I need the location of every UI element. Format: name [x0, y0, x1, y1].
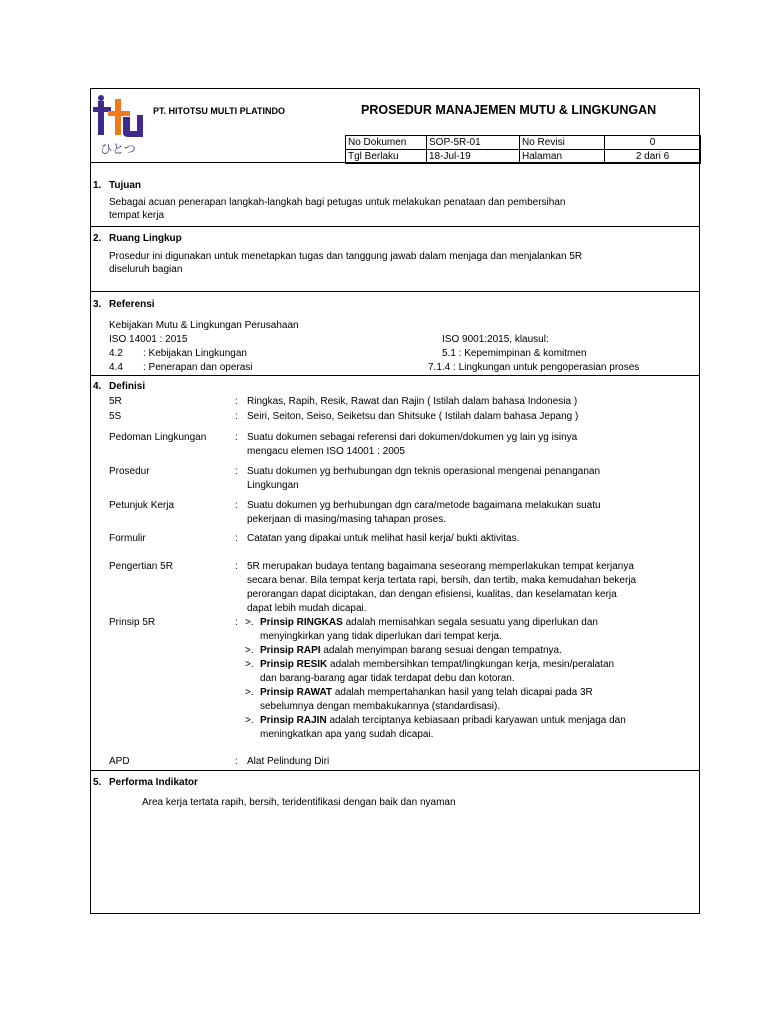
- principle-item: [260, 715, 626, 727]
- definition-text: Catatan yang dipakai untuk melihat hasil kerja/ bukti aktivitas.: [247, 533, 520, 544]
- definition-text: 5R merupakan budaya tentang bagaimana seseorang memperlakukan tempat kerjanya: [247, 561, 634, 572]
- reference-clause-text: : Kebijakan Lingkungan: [143, 348, 247, 359]
- definition-colon: :: [235, 617, 238, 628]
- definition-text: Lingkungan: [247, 480, 299, 491]
- document-meta-table: [345, 135, 701, 164]
- principle-item: [260, 645, 562, 657]
- section-2-text: Prosedur ini digunakan untuk menetapkan tugas dan tanggung jawab dalam menjaga dan menjalankan 5R: [109, 251, 583, 262]
- section-4-number: 4.: [93, 381, 102, 392]
- principle-name: Prinsip RAJIN: [260, 715, 327, 726]
- principle-name: Prinsip RINGKAS: [260, 617, 343, 628]
- definition-text: Suatu dokumen sebagai referensi dari dokumen/dokumen yg lain yg isinya: [247, 432, 578, 443]
- reference-clause-number: 4.2: [109, 348, 123, 359]
- divider: [91, 375, 699, 376]
- document-page: [90, 88, 700, 914]
- section-2-text: diseluruh bagian: [109, 264, 183, 275]
- definition-term: Petunjuk Kerja: [109, 500, 175, 511]
- definition-text: secara benar. Bila tempat kerja tertata rapi, bersih, dan tertib, maka kemudahan bekerja: [247, 575, 637, 586]
- divider: [91, 291, 699, 292]
- section-2-title: Ruang Lingkup: [109, 233, 182, 244]
- reference-text: Kebijakan Mutu & Lingkungan Perusahaan: [109, 320, 299, 331]
- no-dokumen-value: SOP-5R-01: [427, 136, 520, 150]
- definition-colon: :: [235, 396, 238, 407]
- definition-colon: :: [235, 432, 238, 443]
- definition-colon: :: [235, 466, 238, 477]
- section-5-text: Area kerja tertata rapih, bersih, teridentifikasi dengan baik dan nyaman: [142, 797, 456, 808]
- divider: [91, 770, 699, 771]
- section-2-number: 2.: [93, 233, 102, 244]
- principle-name: Prinsip RESIK: [260, 659, 328, 670]
- definition-text: pekerjaan di masing/masing tahapan proses.: [247, 514, 447, 525]
- definition-text: mengacu elemen ISO 14001 : 2005: [247, 446, 405, 457]
- reference-text: ISO 14001 : 2015: [109, 334, 188, 345]
- definition-colon: :: [235, 561, 238, 572]
- principle-text: dan barang-barang agar tidak terdapat debu dan kotoran.: [260, 673, 515, 684]
- section-5-title: Performa Indikator: [109, 777, 198, 788]
- principle-text: menyingkirkan yang tidak diperlukan dari tempat kerja.: [260, 631, 502, 642]
- section-1-text: tempat kerja: [109, 210, 165, 221]
- definition-term: 5R: [109, 396, 122, 407]
- definition-text: Seiri, Seiton, Seiso, Seiketsu dan Shitsuke ( Istilah dalam bahasa Jepang ): [247, 411, 579, 422]
- tgl-berlaku-value: 18-Jul-19: [427, 150, 520, 164]
- definition-colon: :: [235, 500, 238, 511]
- no-dokumen-label: No Dokumen: [346, 136, 427, 150]
- definition-term: Pedoman Lingkungan: [109, 432, 207, 443]
- definition-text: Suatu dokumen yg berhubungan dgn teknis operasional mengenai penanganan: [247, 466, 601, 477]
- section-1-number: 1.: [93, 180, 102, 191]
- svg-text:ひとつ: ひとつ: [100, 142, 136, 156]
- definition-term: Pengertian 5R: [109, 561, 173, 572]
- definition-term: Formulir: [109, 533, 146, 544]
- section-5-number: 5.: [93, 777, 102, 788]
- divider: [91, 226, 699, 227]
- halaman-value: 2 dari 6: [605, 150, 701, 164]
- reference-clause-number: 4.4: [109, 362, 123, 373]
- divider: [91, 162, 699, 163]
- definition-term: APD: [109, 756, 130, 767]
- reference-clause-text: 7.1.4 : Lingkungan untuk pengoperasian proses: [428, 362, 640, 373]
- reference-text: ISO 9001:2015, klausul:: [442, 334, 549, 345]
- principle-text: sebelumnya dengan membakukannya (standardisasi).: [260, 701, 501, 712]
- definition-text: Ringkas, Rapih, Resik, Rawat dan Rajin ( Istilah dalam bahasa Indonesia ): [247, 396, 578, 407]
- bullet-marker: >.: [245, 659, 254, 670]
- reference-clause-text: 5.1 : Kepemimpinan & komitmen: [442, 348, 587, 359]
- principle-item: [260, 659, 614, 671]
- principle-text: meningkatkan apa yang sudah dicapai.: [260, 729, 434, 740]
- section-1-title: Tujuan: [109, 180, 142, 191]
- definition-term: Prosedur: [109, 466, 150, 477]
- document-title: PROSEDUR MANAJEMEN MUTU & LINGKUNGAN: [361, 103, 657, 117]
- principle-text: adalah membersihkan tempat/lingkungan kerja, mesin/peralatan: [327, 659, 615, 670]
- principle-item: [260, 687, 593, 699]
- principle-item: [260, 617, 598, 629]
- principle-text: adalah terciptanya kebiasaan pribadi karyawan untuk menjaga dan: [326, 715, 626, 726]
- halaman-label: Halaman: [520, 150, 605, 164]
- bullet-marker: >.: [245, 687, 254, 698]
- tgl-berlaku-label: Tgl Berlaku: [346, 150, 427, 164]
- definition-text: dapat lebih mudah dicapai.: [247, 603, 367, 614]
- definition-term: 5S: [109, 411, 122, 422]
- principle-text: adalah menyimpan barang sesuai dengan tempatnya.: [320, 645, 562, 656]
- principle-text: adalah mempertahankan hasil yang telah dicapai pada 3R: [332, 687, 593, 698]
- definition-colon: :: [235, 756, 238, 767]
- principle-text: adalah memisahkan segala sesuatu yang diperlukan dan: [342, 617, 598, 628]
- definition-term: Prinsip 5R: [109, 617, 156, 628]
- no-revisi-value: 0: [605, 136, 701, 150]
- bullet-marker: >.: [245, 645, 254, 656]
- section-1-text: Sebagai acuan penerapan langkah-langkah bagi petugas untuk melakukan penataan dan pembersihan: [109, 197, 566, 208]
- bullet-marker: >.: [245, 617, 254, 628]
- company-name: PT. HITOTSU MULTI PLATINDO: [153, 106, 285, 116]
- no-revisi-label: No Revisi: [520, 136, 605, 150]
- section-3-number: 3.: [93, 299, 102, 310]
- section-3-title: Referensi: [109, 299, 155, 310]
- bullet-marker: >.: [245, 715, 254, 726]
- principle-name: Prinsip RAWAT: [260, 687, 333, 698]
- section-4-title: Definisi: [109, 381, 146, 392]
- definition-text: perorangan dapat diciptakan, dan dengan efisiensi, kualitas, dan keselamatan kerja: [247, 589, 617, 600]
- definition-colon: :: [235, 411, 238, 422]
- definition-text: Suatu dokumen yg berhubungan dgn cara/metode bagaimana melakukan suatu: [247, 500, 601, 511]
- definition-colon: :: [235, 533, 238, 544]
- company-logo: [93, 95, 149, 157]
- reference-clause-text: : Penerapan dan operasi: [143, 362, 253, 373]
- definition-text: Alat Pelindung Diri: [247, 756, 330, 767]
- principle-name: Prinsip RAPI: [260, 645, 321, 656]
